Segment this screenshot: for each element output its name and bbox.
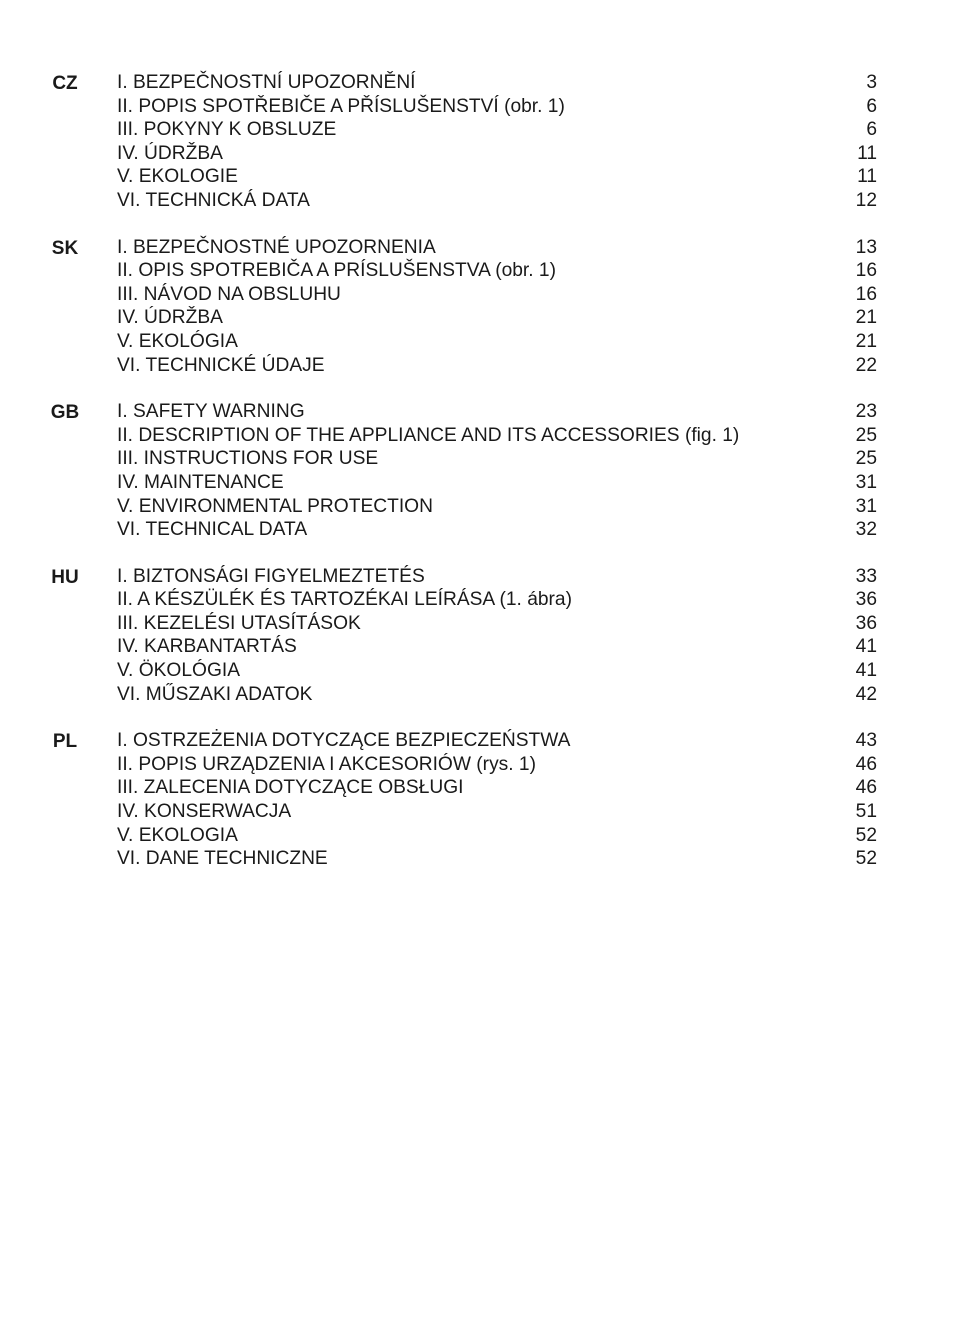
toc-entry-title: IV. KARBANTARTÁS	[117, 636, 297, 658]
toc-entry-title: VI. TECHNICAL DATA	[117, 519, 308, 541]
toc-entry[interactable]	[0, 165, 954, 189]
toc-entry-page: 3	[866, 72, 877, 93]
toc-entry-page: 11	[857, 142, 877, 164]
language-code: GB	[50, 402, 80, 424]
toc-entry[interactable]	[0, 824, 954, 848]
toc-entry[interactable]	[0, 259, 954, 283]
toc-entry-page: 13	[855, 236, 877, 258]
toc-entry[interactable]	[0, 635, 954, 659]
toc-entry[interactable]	[0, 306, 954, 330]
toc-entry-list	[0, 565, 954, 707]
toc-entry[interactable]	[0, 354, 954, 378]
toc-entry[interactable]	[0, 424, 954, 448]
toc-entry[interactable]	[0, 683, 954, 707]
toc-entry-page: 12	[855, 189, 877, 211]
toc-entry-title: II. OPIS SPOTREBIČA A PRÍSLUŠENSTVA (obr. 1)	[117, 260, 556, 282]
toc-entry-page: 31	[855, 495, 877, 517]
toc-entry-page: 21	[855, 330, 877, 352]
toc-entry-title: VI. DANE TECHNICZNE	[117, 848, 328, 870]
table-of-contents	[0, 71, 954, 894]
toc-entry-title: III. KEZELÉSI UTASÍTÁSOK	[117, 612, 361, 634]
toc-entry-page: 46	[855, 777, 877, 799]
toc-entry-title: V. EKOLÓGIA	[117, 330, 238, 352]
toc-entry[interactable]	[0, 847, 954, 871]
toc-entry-title: II. DESCRIPTION OF THE APPLIANCE AND ITS ACCESSORIES (fig. 1)	[117, 424, 740, 446]
toc-entry-page: 25	[855, 424, 877, 446]
toc-entry-page: 16	[855, 283, 877, 305]
toc-entry-page: 25	[855, 448, 877, 470]
toc-entry[interactable]	[0, 729, 954, 753]
toc-entry-page: 36	[855, 612, 877, 634]
toc-entry[interactable]	[0, 283, 954, 307]
toc-entry-list	[0, 400, 954, 542]
toc-entry-page: 21	[855, 307, 877, 329]
toc-entry-page: 22	[855, 354, 877, 376]
toc-entry-page: 43	[855, 730, 877, 752]
toc-entry[interactable]	[0, 236, 954, 260]
toc-entry-page: 6	[866, 119, 877, 141]
toc-entry-title: I. BIZTONSÁGI FIGYELMEZTETÉS	[117, 565, 425, 587]
toc-section-cz	[0, 71, 954, 213]
toc-entry-page: 42	[855, 683, 877, 705]
toc-entry-page: 41	[855, 660, 877, 682]
toc-entry-title: III. POKYNY K OBSLUZE	[117, 119, 337, 141]
toc-entry[interactable]	[0, 330, 954, 354]
toc-entry-title: IV. MAINTENANCE	[117, 471, 284, 493]
toc-entry-page: 32	[855, 519, 877, 541]
toc-entry-page: 33	[855, 565, 877, 587]
toc-entry-title: VI. MŰSZAKI ADATOK	[117, 683, 313, 705]
toc-entry[interactable]	[0, 447, 954, 471]
language-code: PL	[52, 731, 78, 753]
toc-entry-title: V. ENVIRONMENTAL PROTECTION	[117, 495, 433, 517]
toc-entry-title: II. POPIS URZĄDZENIA I AKCESORIÓW (rys. 1)	[117, 753, 536, 775]
toc-entry-title: I. OSTRZEŻENIA DOTYCZĄCE BEZPIECZEŃSTWA	[117, 730, 571, 752]
toc-entry-title: II. POPIS SPOTŘEBIČE A PŘÍSLUŠENSTVÍ (obr. 1)	[117, 95, 565, 117]
toc-entry[interactable]	[0, 142, 954, 166]
toc-entry-page: 52	[855, 848, 877, 870]
toc-entry-title: II. A KÉSZÜLÉK ÉS TARTOZÉKAI LEÍRÁSA (1. ábra)	[117, 589, 572, 611]
language-code: SK	[51, 237, 79, 259]
toc-entry[interactable]	[0, 518, 954, 542]
toc-entry-title: V. EKOLOGIA	[117, 824, 238, 846]
toc-section-gb	[0, 400, 954, 542]
toc-entry[interactable]	[0, 753, 954, 777]
toc-entry[interactable]	[0, 495, 954, 519]
toc-entry-page: 6	[866, 95, 877, 117]
toc-entry-title: I. SAFETY WARNING	[117, 401, 305, 423]
toc-entry-title: VI. TECHNICKÉ ÚDAJE	[117, 354, 325, 376]
toc-section-sk	[0, 236, 954, 378]
toc-entry[interactable]	[0, 118, 954, 142]
toc-entry-page: 36	[855, 589, 877, 611]
toc-section-hu	[0, 565, 954, 707]
toc-entry-title: III. INSTRUCTIONS FOR USE	[117, 448, 379, 470]
toc-entry-page: 41	[855, 636, 877, 658]
toc-entry[interactable]	[0, 800, 954, 824]
toc-entry-title: V. ÖKOLÓGIA	[117, 660, 240, 682]
toc-entry[interactable]	[0, 565, 954, 589]
toc-entry[interactable]	[0, 612, 954, 636]
toc-entry[interactable]	[0, 588, 954, 612]
toc-entry-title: IV. ÚDRŽBA	[117, 307, 223, 329]
toc-entry[interactable]	[0, 659, 954, 683]
toc-entry-title: III. ZALECENIA DOTYCZĄCE OBSŁUGI	[117, 777, 464, 799]
language-code: CZ	[52, 73, 78, 94]
toc-entry-page: 52	[855, 824, 877, 846]
toc-entry-title: IV. ÚDRŽBA	[117, 142, 223, 164]
toc-entry-title: I. BEZPEČNOSTNÉ UPOZORNENIA	[117, 236, 436, 258]
toc-entry-page: 16	[855, 260, 877, 282]
toc-entry[interactable]	[0, 189, 954, 213]
toc-entry[interactable]	[0, 776, 954, 800]
toc-entry-page: 51	[855, 801, 877, 823]
toc-entry-title: III. NÁVOD NA OBSLUHU	[117, 283, 341, 305]
toc-entry-list	[0, 729, 954, 871]
toc-entry[interactable]	[0, 471, 954, 495]
toc-entry-page: 46	[855, 753, 877, 775]
toc-entry-list	[0, 71, 954, 213]
toc-entry-page: 23	[855, 401, 877, 423]
toc-entry[interactable]	[0, 71, 954, 95]
toc-entry[interactable]	[0, 95, 954, 119]
toc-entry-title: I. BEZPEČNOSTNÍ UPOZORNĚNÍ	[117, 72, 416, 93]
toc-entry-title: IV. KONSERWACJA	[117, 801, 292, 823]
toc-entry-page: 31	[855, 471, 877, 493]
toc-entry-title: V. EKOLOGIE	[117, 166, 238, 188]
language-code: HU	[51, 566, 79, 588]
toc-entry-title: VI. TECHNICKÁ DATA	[117, 189, 310, 211]
toc-entry-list	[0, 236, 954, 378]
toc-entry-page: 11	[857, 166, 877, 188]
toc-section-pl	[0, 729, 954, 871]
toc-entry[interactable]	[0, 400, 954, 424]
